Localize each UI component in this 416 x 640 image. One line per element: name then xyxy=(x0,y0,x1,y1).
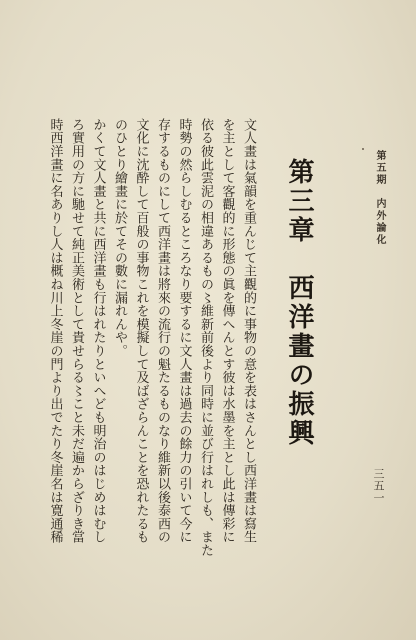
running-head: 第五期 内外論化 xyxy=(374,150,385,246)
body-line: 存するものにして西洋畫は將來の流行の魁たるものなり維新以後泰西の xyxy=(155,118,170,544)
body-line: 依る彼此雲泥の相違あるもの〻維新前後より同時に並び行はれしも、また xyxy=(198,118,213,557)
chapter-title: 第三章 西洋畫の振興 xyxy=(284,158,314,448)
body-line: を主として客觀的に形態の眞を傳へんとす彼は水墨を主とし此は傳彩に xyxy=(219,118,235,544)
body-line: 時西洋畫に名ありし人は概ね川上冬崖の門より出でたり冬崖名は寛通稀 xyxy=(47,118,63,544)
ink-speck xyxy=(362,148,364,150)
body-line: のひとり繪畫に於てその數に漏れんや。 xyxy=(112,118,127,358)
body-line: かくて文人畫と共に西洋畫も行はれたりといへども明治のはじめはむし xyxy=(90,118,106,544)
page-number: 三五一 xyxy=(372,468,385,504)
body-line: ろ實用の方に馳せて純正美術として貴せらる〻こと未だ遍からざりき當 xyxy=(69,118,84,544)
body-line: 時勢の然らしむるところなり要するに文人畫は過去の餘力の引いて今に xyxy=(176,118,192,544)
body-text xyxy=(44,118,259,598)
body-line: 文化に沈酔して百般の事物これを模擬して及ばざらんことを恐れたるも xyxy=(133,118,149,544)
body-line: 文人畫は氣韻を重んじて主觀的に事物の意を表はさんとし西洋畫は寫生 xyxy=(241,118,256,544)
